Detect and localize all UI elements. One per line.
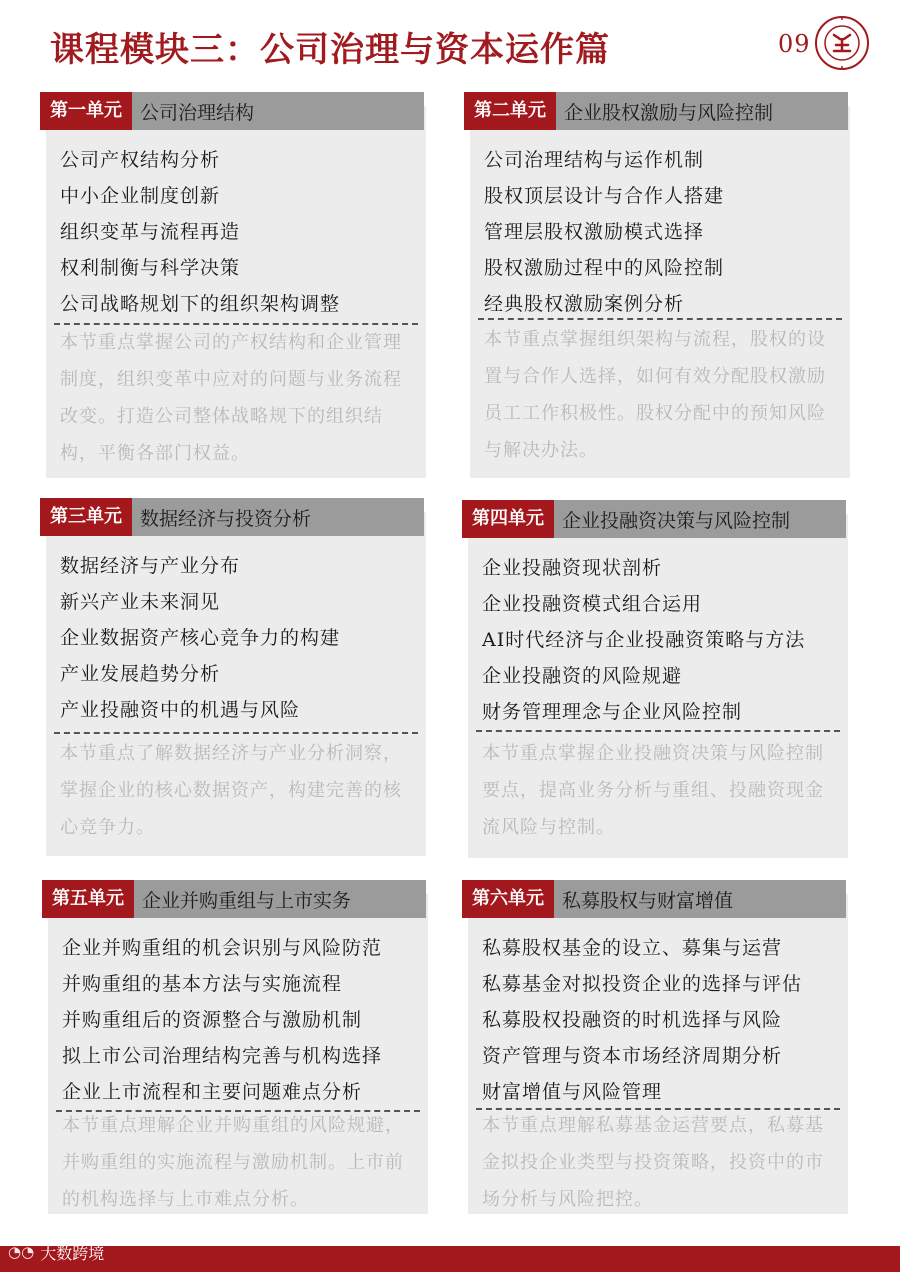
topic-item: 股权顶层设计与合作人搭建 [484, 185, 725, 207]
topic-item: 私募基金对拟投资企业的选择与评估 [482, 973, 803, 995]
unit-tag: 第四单元 [462, 500, 554, 538]
topic-item: AI时代经济与企业投融资策略与方法 [482, 629, 806, 651]
topic-item: 并购重组的基本方法与实施流程 [62, 973, 343, 995]
unit-card-3 [46, 506, 426, 856]
topic-item: 拟上市公司治理结构完善与机构选择 [62, 1045, 383, 1067]
topic-item: 新兴产业未来洞见 [60, 591, 221, 613]
unit-title: 数据经济与投资分析 [140, 507, 312, 530]
unit-tag: 第三单元 [40, 498, 132, 536]
unit-summary: 本节重点掌握企业投融资决策与风险控制要点，提高业务分析与重组、投融资现金流风险与控制。 [482, 743, 824, 838]
unit-header [40, 498, 424, 536]
topic-item: 中小企业制度创新 [60, 185, 221, 207]
topic-list [484, 142, 724, 322]
unit-tag: 第一单元 [40, 92, 132, 130]
topic-item: 管理层股权激励模式选择 [484, 221, 705, 243]
unit-summary: 本节重点理解企业并购重组的风险规避，并购重组的实施流程与激励机制。上市前的机构选择与上市难点分析。 [62, 1115, 404, 1210]
unit-title: 企业投融资决策与风险控制 [562, 509, 791, 532]
unit-title: 企业并购重组与上市实务 [142, 889, 352, 912]
topic-list [482, 550, 805, 730]
topic-item: 经典股权激励案例分析 [484, 293, 685, 315]
unit-summary: 本节重点了解数据经济与产业分析洞察，掌握企业的核心数据资产，构建完善的核心竞争力。 [60, 743, 402, 838]
topic-item: 组织变革与流程再造 [60, 221, 241, 243]
unit-header [462, 880, 846, 918]
footer-logo-text: 大数跨境 [40, 1243, 105, 1263]
unit-header [42, 880, 426, 918]
topic-item: 资产管理与资本市场经济周期分析 [482, 1045, 783, 1067]
topic-item: 企业投融资现状剖析 [482, 557, 663, 579]
topic-item: 财务管理理念与企业风险控制 [482, 701, 743, 723]
topic-item: 数据经济与产业分布 [60, 555, 241, 577]
page-number: 09 [778, 30, 811, 58]
unit-card-6 [468, 888, 848, 1214]
topic-list [62, 930, 382, 1110]
unit-tag: 第六单元 [462, 880, 554, 918]
unit-summary: 本节重点掌握公司的产权结构和企业管理制度，组织变革中应对的问题与业务流程改变。打造公司整体战略规下的组织结构，平衡各部门权益。 [60, 332, 402, 464]
topic-item: 并购重组后的资源整合与激励机制 [62, 1009, 363, 1031]
logo-icon: ◔◔ [8, 1243, 35, 1261]
unit-card-5 [48, 888, 428, 1214]
university-seal-icon [814, 15, 870, 71]
topic-item: 私募股权基金的设立、募集与运营 [482, 937, 783, 959]
topic-item: 公司治理结构与运作机制 [484, 149, 705, 171]
unit-summary: 本节重点掌握组织架构与流程，股权的设置与合作人选择，如何有效分配股权激励员工工作积极性。股权分配中的预知风险与解决办法。 [484, 329, 826, 461]
unit-title: 私募股权与财富增值 [562, 889, 734, 912]
unit-card-1 [46, 100, 426, 478]
topic-item: 公司产权结构分析 [60, 149, 221, 171]
unit-header [40, 92, 424, 130]
unit-card-4 [468, 508, 848, 858]
unit-header [462, 500, 846, 538]
unit-summary: 本节重点理解私募基金运营要点，私募基金拟投企业类型与投资策略，投资中的市场分析与风险把控。 [482, 1115, 824, 1210]
topic-item: 公司战略规划下的组织架构调整 [60, 293, 341, 315]
page-title: 课程模块三：公司治理与资本运作篇 [50, 30, 610, 70]
topic-item: 企业投融资的风险规避 [482, 665, 683, 687]
unit-title: 公司治理结构 [140, 101, 255, 124]
footer-bar [0, 1246, 900, 1272]
topic-list [482, 930, 802, 1110]
unit-card-2 [470, 100, 850, 478]
topic-item: 股权激励过程中的风险控制 [484, 257, 725, 279]
topic-item: 权利制衡与科学决策 [60, 257, 241, 279]
unit-tag: 第二单元 [464, 92, 556, 130]
dashed-divider [478, 318, 842, 320]
topic-item: 私募股权投融资的时机选择与风险 [482, 1009, 783, 1031]
topic-item: 产业发展趋势分析 [60, 663, 221, 685]
unit-tag: 第五单元 [42, 880, 134, 918]
topic-item: 企业上市流程和主要问题难点分析 [62, 1081, 363, 1103]
topic-list [60, 548, 340, 728]
topic-item: 产业投融资中的机遇与风险 [60, 699, 301, 721]
dashed-divider [54, 732, 418, 734]
footer-logo [8, 1241, 104, 1263]
unit-title: 企业股权激励与风险控制 [564, 101, 774, 124]
topic-item: 企业数据资产核心竞争力的构建 [60, 627, 341, 649]
unit-header [464, 92, 848, 130]
topic-item: 企业投融资模式组合运用 [482, 593, 703, 615]
topic-item: 财富增值与风险管理 [482, 1081, 663, 1103]
dashed-divider [476, 730, 840, 732]
topic-item: 企业并购重组的机会识别与风险防范 [62, 937, 383, 959]
topic-list [60, 142, 340, 322]
